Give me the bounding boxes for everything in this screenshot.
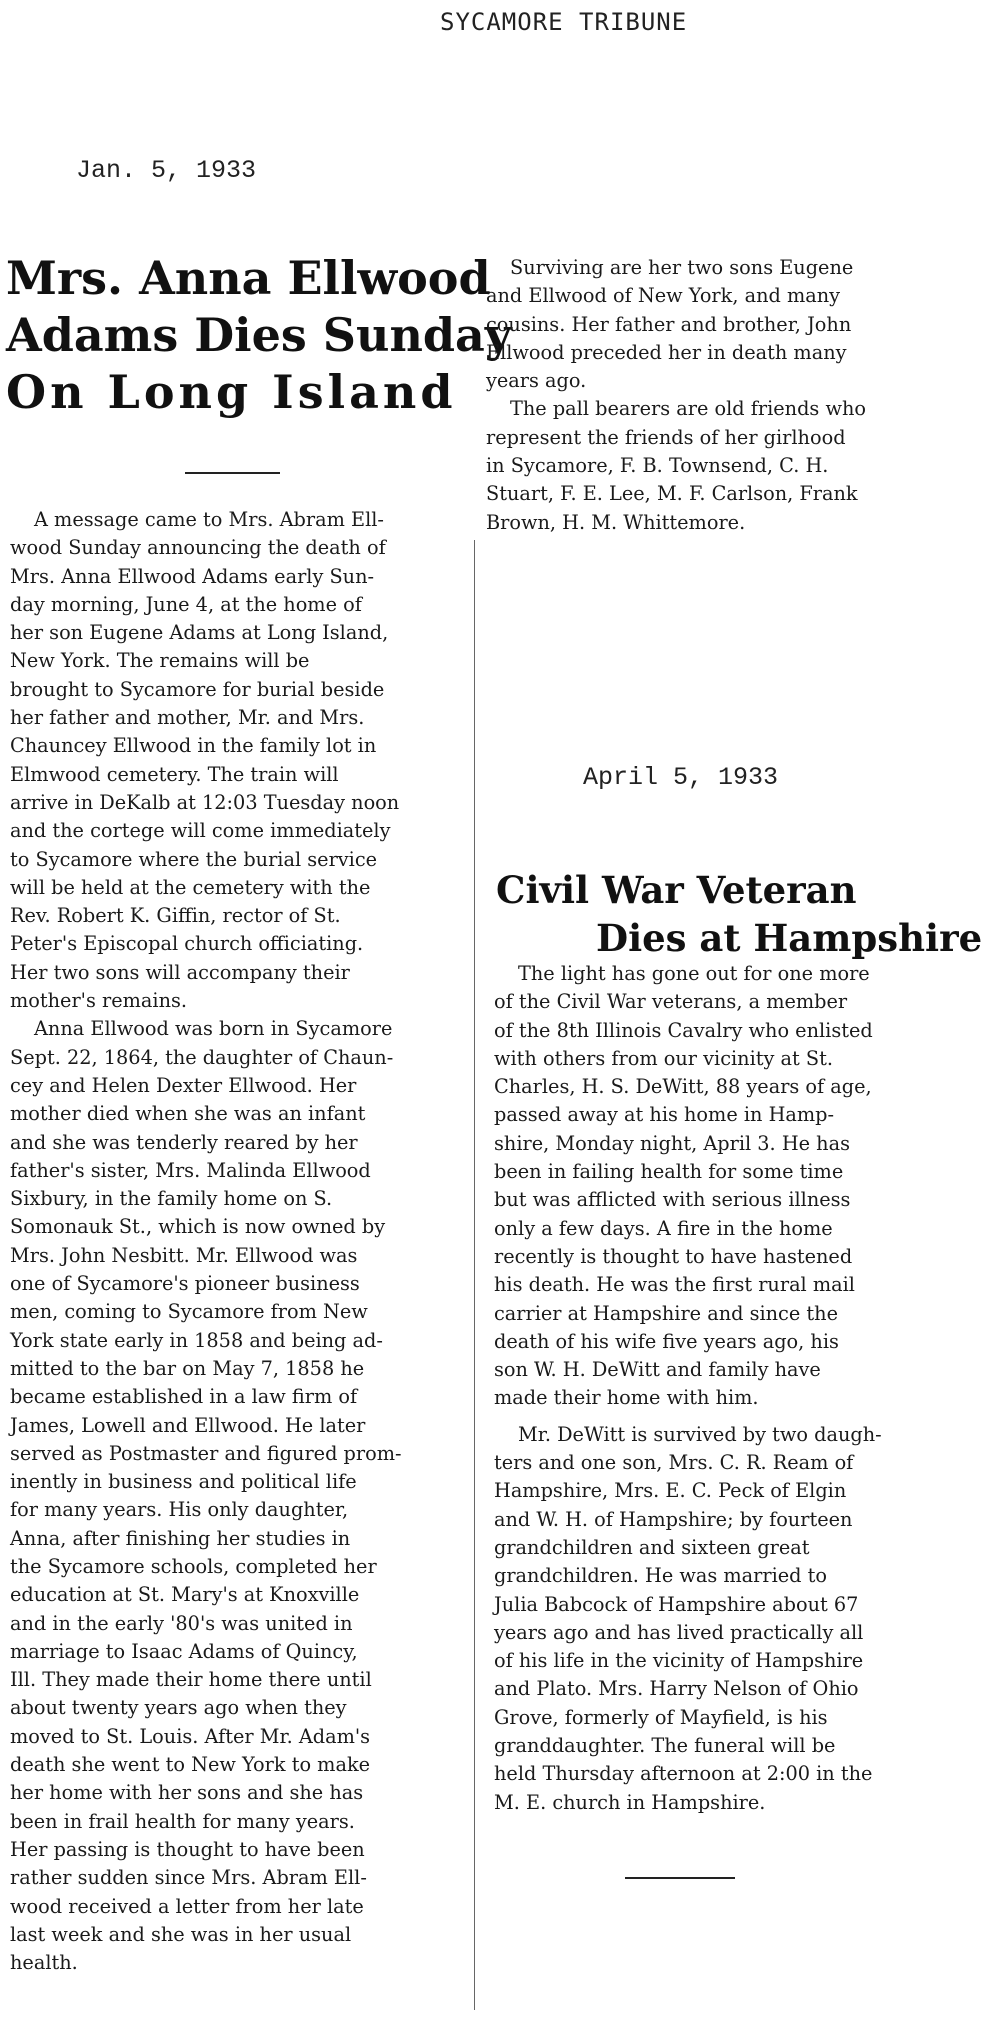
article1-continued-line: represent the friends of her girlhood	[486, 425, 846, 449]
article2-body-line: granddaughter. The funeral will be	[494, 1734, 836, 1758]
article1-body-line: for many years. His only daughter,	[10, 1498, 349, 1522]
article1-headline	[6, 250, 512, 421]
article1-body-line: last week and she was in her usual	[10, 1922, 352, 1946]
article2-body-line: passed away at his home in Hamp-	[494, 1103, 835, 1127]
article1-continued-line: and Ellwood of New York, and many	[486, 284, 841, 308]
article1-body-line: Sept. 22, 1864, the daughter of Chaun-	[10, 1045, 394, 1069]
article1-body	[10, 506, 475, 1977]
article1-body-line: Rev. Robert K. Giffin, rector of St.	[10, 904, 341, 928]
article1-body-line: York state early in 1858 and being ad-	[10, 1328, 383, 1352]
article2-body-line: carrier at Hampshire and since the	[494, 1301, 838, 1325]
article1-headline-line: Mrs. Anna Ellwood	[6, 251, 491, 305]
article1-body-line: Anna Ellwood was born in Sycamore	[34, 1017, 393, 1041]
article1-body-line: wood Sunday announcing the death of	[10, 536, 386, 560]
article1-body-line: Somonauk St., which is now owned by	[10, 1215, 386, 1239]
article1-body-line: Anna, after finishing her studies in	[10, 1526, 351, 1550]
article2-date: April 5, 1933	[583, 763, 779, 792]
article1-body-line: marriage to Isaac Adams of Quincy,	[10, 1639, 358, 1663]
article1-body-line: one of Sycamore's pioneer business	[10, 1272, 360, 1296]
article1-body-line: father's sister, Mrs. Malinda Ellwood	[10, 1158, 371, 1182]
article1-body-line: brought to Sycamore for burial beside	[10, 677, 385, 701]
article1-body-line: Her two sons will accompany their	[10, 960, 350, 984]
article2-body-line: with others from our vicinity at St.	[494, 1046, 833, 1070]
article1-body-line: the Sycamore schools, completed her	[10, 1554, 377, 1578]
article2-body-line: The light has gone out for one more	[518, 962, 870, 985]
article2-body-line: grandchildren. He was married to	[494, 1564, 828, 1588]
article1-continued-line: cousins. Her father and brother, John	[486, 312, 852, 336]
newspaper-masthead: SYCAMORE TRIBUNE	[440, 8, 688, 36]
article2-body-line: Hampshire, Mrs. E. C. Peck of Elgin	[494, 1479, 847, 1503]
article1-continued-line: The pall bearers are old friends who	[510, 397, 866, 421]
article2-body-line: held Thursday afternoon at 2:00 in the	[494, 1762, 873, 1786]
article2-body-line: Grove, formerly of Mayfield, is his	[494, 1705, 828, 1729]
article2-body-line: son W. H. DeWitt and family have	[494, 1358, 821, 1382]
article1-body-line: death she went to New York to make	[10, 1753, 371, 1777]
article2-body-line: ters and one son, Mrs. C. R. Ream of	[494, 1451, 854, 1475]
article2-headline	[496, 866, 982, 962]
article2-body-line: made their home with him.	[494, 1386, 759, 1410]
article2-body-line: death of his wife five years ago, his	[494, 1329, 839, 1353]
article1-body-line: mitted to the bar on May 7, 1858 he	[10, 1356, 365, 1380]
article1-headline-line: On Long Island	[6, 365, 457, 419]
article2-body-line: his death. He was the first rural mail	[494, 1273, 855, 1297]
article1-continued-body	[486, 254, 936, 537]
article1-continued-line: Surviving are her two sons Eugene	[510, 256, 854, 279]
article1-body-line: inently in business and political life	[10, 1470, 357, 1494]
article1-body-line: day morning, June 4, at the home of	[10, 592, 362, 616]
article2-body-line: and Plato. Mrs. Harry Nelson of Ohio	[494, 1677, 859, 1701]
article1-body-line: Mrs. Anna Ellwood Adams early Sun-	[10, 564, 375, 588]
article1-body-line: moved to St. Louis. After Mr. Adam's	[10, 1724, 371, 1748]
article1-body-line: cey and Helen Dexter Ellwood. Her	[10, 1073, 357, 1097]
article2-body-line: grandchildren and sixteen great	[494, 1535, 810, 1559]
article2-body-line: shire, Monday night, April 3. He has	[494, 1131, 850, 1155]
article2-body-line: and W. H. of Hampshire; by fourteen	[494, 1507, 853, 1531]
article2-body-line: M. E. church in Hampshire.	[494, 1790, 766, 1814]
article1-continued-line: Brown, H. M. Whittemore.	[486, 510, 746, 534]
article1-body-line: education at St. Mary's at Knoxville	[10, 1583, 360, 1607]
article1-body-line: to Sycamore where the burial service	[10, 847, 378, 871]
article2-body-line: been in failing health for some time	[494, 1160, 844, 1184]
article1-body-line: will be held at the cemetery with the	[10, 875, 371, 899]
article2-body-line: Mr. DeWitt is survived by two daugh-	[518, 1422, 882, 1446]
article2-end-rule	[625, 1877, 735, 1879]
article1-body-line: Chauncey Ellwood in the family lot in	[10, 734, 377, 758]
article2-body-line: recently is thought to have hastened	[494, 1244, 853, 1268]
article1-continued-line: years ago.	[486, 369, 587, 393]
article2-body-line: Julia Babcock of Hampshire about 67	[494, 1592, 859, 1616]
article1-body-line: Mrs. John Nesbitt. Mr. Ellwood was	[10, 1243, 358, 1267]
article1-body-line: and she was tenderly reared by her	[10, 1130, 358, 1154]
article1-body-line: New York. The remains will be	[10, 649, 310, 673]
article1-body-line: about twenty years ago when they	[10, 1696, 347, 1720]
article2-body-line: Charles, H. S. DeWitt, 88 years of age,	[494, 1075, 872, 1099]
article1-body-line: Peter's Episcopal church officiating.	[10, 932, 364, 956]
article1-continued-line: in Sycamore, F. B. Townsend, C. H.	[486, 454, 829, 478]
article1-body-line: men, coming to Sycamore from New	[10, 1300, 368, 1324]
article1-body-line: Ill. They made their home there until	[10, 1668, 372, 1692]
article1-body-line: her father and mother, Mr. and Mrs.	[10, 706, 365, 730]
article1-body-line: A message came to Mrs. Abram Ell-	[34, 508, 384, 531]
article1-body-line: her home with her sons and she has	[10, 1781, 364, 1805]
article1-headline-line: Adams Dies Sunday	[6, 308, 512, 362]
article1-date: Jan. 5, 1933	[76, 156, 257, 185]
article1-body-line: Elmwood cemetery. The train will	[10, 762, 339, 786]
article1-body-line: mother's remains.	[10, 989, 188, 1013]
article2-body-line: of the 8th Illinois Cavalry who enlisted	[494, 1018, 873, 1042]
article1-body-line: arrive in DeKalb at 12:03 Tuesday noon	[10, 790, 400, 814]
article2-body-line: of the Civil War veterans, a member	[494, 990, 848, 1014]
article1-body-line: rather sudden since Mrs. Abram Ell-	[10, 1866, 367, 1890]
article2-body-line: years ago and has lived practically all	[494, 1620, 864, 1644]
article2-headline-line: Dies at Hampshire	[596, 916, 982, 960]
article2-body-line: but was afflicted with serious illness	[494, 1188, 851, 1212]
article1-body-line: been in frail health for many years.	[10, 1809, 355, 1833]
article1-headline-rule	[185, 472, 280, 474]
article1-body-line: and the cortege will come immediately	[10, 819, 391, 843]
article2-body-line: of his life in the vicinity of Hampshire	[494, 1649, 864, 1673]
article1-body-line: served as Postmaster and figured prom-	[10, 1441, 402, 1465]
article1-continued-line: Ellwood preceded her in death many	[486, 340, 847, 364]
article1-body-line: her son Eugene Adams at Long Island,	[10, 621, 389, 645]
article1-body-line: Her passing is thought to have been	[10, 1837, 365, 1861]
article1-body-line: health.	[10, 1951, 78, 1975]
article1-continued-line: Stuart, F. E. Lee, M. F. Carlson, Frank	[486, 482, 858, 506]
article1-body-line: became established in a law firm of	[10, 1385, 358, 1409]
article1-body-line: James, Lowell and Ellwood. He later	[10, 1413, 366, 1437]
article2-body-line: only a few days. A fire in the home	[494, 1216, 833, 1240]
article2-headline-line: Civil War Veteran	[496, 868, 857, 912]
article1-body-line: mother died when she was an infant	[10, 1102, 366, 1126]
article2-body	[494, 960, 940, 1817]
article1-body-line: wood received a letter from her late	[10, 1894, 364, 1918]
article1-body-line: and in the early '80's was united in	[10, 1611, 353, 1635]
article1-body-line: Sixbury, in the family home on S.	[10, 1187, 333, 1211]
